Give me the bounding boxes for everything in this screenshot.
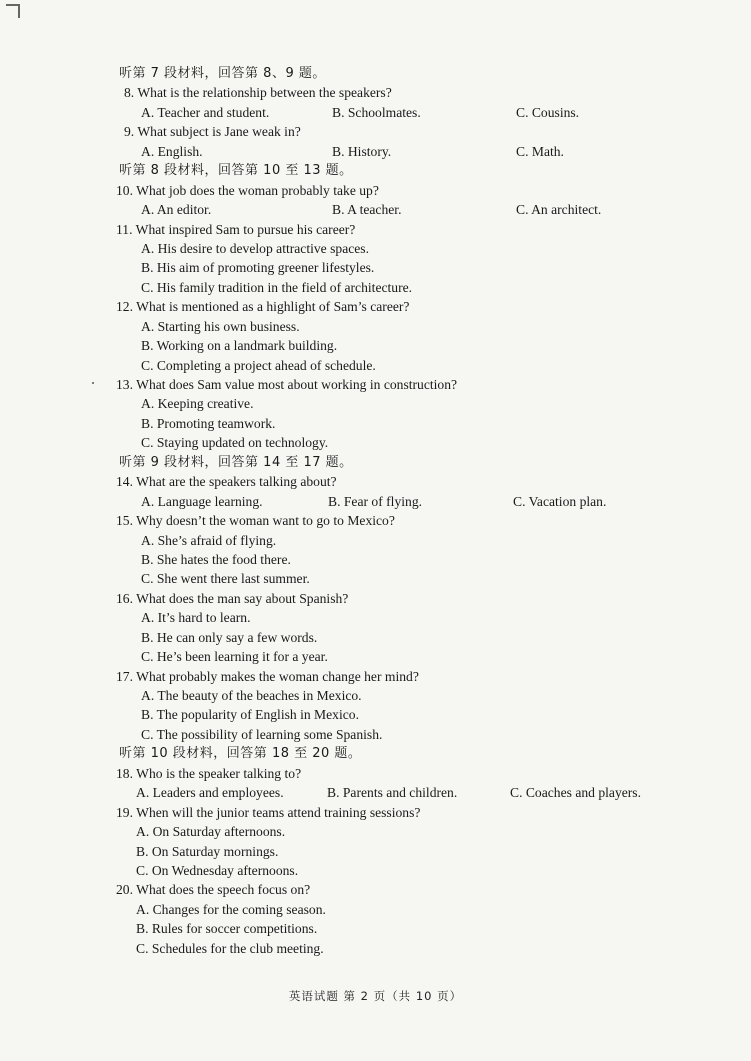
option-a: A. On Saturday afternoons. bbox=[136, 824, 286, 840]
question-11-stem: 11. What inspired Sam to pursue his career? bbox=[116, 221, 356, 237]
page-footer: 英语试题 第 2 页（共 10 页） bbox=[288, 989, 463, 1003]
option-b: B. The popularity of English in Mexico. bbox=[141, 707, 359, 723]
section-10-instruction: 听第 10 段材料，回答第 18 至 20 题。 bbox=[119, 746, 362, 762]
option-a: A. The beauty of the beaches in Mexico. bbox=[141, 688, 362, 703]
option-a: A. English. bbox=[141, 143, 203, 159]
option-c: C. Cousins. bbox=[516, 104, 580, 120]
option-b: B. Rules for soccer competitions. bbox=[136, 921, 318, 937]
option-c: C. She went there last summer. bbox=[141, 571, 310, 587]
question-20-stem: 20. What does the speech focus on? bbox=[116, 882, 311, 898]
option-c: C. The possibility of learning some Spanish. bbox=[141, 726, 383, 742]
question-13-stem: 13. What does Sam value most about working in construction? bbox=[116, 377, 458, 392]
crop-mark bbox=[6, 4, 20, 6]
question-list bbox=[116, 64, 716, 958]
question-8-stem: 8. What is the relationship between the speakers? bbox=[124, 85, 392, 101]
question-8-options bbox=[116, 103, 716, 122]
option-b: B. Schoolmates. bbox=[332, 104, 421, 120]
option-b: B. Working on a landmark building. bbox=[141, 338, 338, 354]
section-7-instruction: 听第 7 段材料，回答第 8、9 题。 bbox=[119, 66, 326, 81]
option-b: B. He can only say a few words. bbox=[141, 629, 318, 645]
option-a: A. Language learning. bbox=[141, 493, 263, 509]
option-c: C. He’s been learning it for a year. bbox=[141, 649, 328, 665]
question-10-stem: 10. What job does the woman probably take up? bbox=[116, 182, 379, 198]
option-b: B. History. bbox=[332, 143, 392, 159]
option-a: A. His desire to develop attractive spaces. bbox=[141, 240, 369, 256]
question-9-stem: 9. What subject is Jane weak in? bbox=[124, 124, 301, 140]
option-c: C. Coaches and players. bbox=[510, 785, 641, 801]
option-b: B. Fear of flying. bbox=[328, 493, 423, 509]
option-b: B. Promoting teamwork. bbox=[141, 415, 276, 431]
option-c: C. Vacation plan. bbox=[513, 493, 607, 509]
question-10-options bbox=[116, 200, 716, 219]
option-c: C. Math. bbox=[516, 143, 564, 159]
option-a: A. Leaders and employees. bbox=[136, 785, 284, 801]
question-12-stem: 12. What is mentioned as a highlight of Sam’s career? bbox=[116, 299, 410, 315]
scan-speck bbox=[92, 382, 94, 384]
option-c: C. Staying updated on technology. bbox=[141, 435, 329, 451]
option-a: A. Starting his own business. bbox=[141, 318, 300, 334]
question-14-options bbox=[116, 492, 716, 511]
question-16-stem: 16. What does the man say about Spanish? bbox=[116, 590, 349, 606]
option-a: A. Keeping creative. bbox=[141, 396, 254, 412]
option-b: B. She hates the food there. bbox=[141, 551, 291, 567]
question-9-options bbox=[116, 142, 716, 161]
option-a: A. Changes for the coming season. bbox=[136, 901, 326, 917]
option-b: B. A teacher. bbox=[332, 202, 402, 218]
option-b: B. Parents and children. bbox=[327, 785, 458, 801]
option-c: C. His family tradition in the field of architecture. bbox=[141, 279, 413, 295]
question-19-stem: 19. When will the junior teams attend training sessions? bbox=[116, 804, 421, 820]
option-c: C. Schedules for the club meeting. bbox=[136, 940, 324, 956]
option-a: A. An editor. bbox=[141, 202, 212, 218]
option-b: B. His aim of promoting greener lifestyles. bbox=[141, 260, 375, 276]
option-c: C. On Wednesday afternoons. bbox=[136, 862, 299, 878]
option-b: B. On Saturday mornings. bbox=[136, 843, 279, 859]
option-a: A. Teacher and student. bbox=[141, 104, 270, 120]
question-18-stem: 18. Who is the speaker talking to? bbox=[116, 765, 302, 781]
question-14-stem: 14. What are the speakers talking about? bbox=[116, 474, 337, 490]
option-c: C. Completing a project ahead of schedule. bbox=[141, 357, 376, 373]
section-9-instruction: 听第 9 段材料，回答第 14 至 17 题。 bbox=[119, 454, 353, 470]
section-8-instruction: 听第 8 段材料，回答第 10 至 13 题。 bbox=[119, 163, 353, 179]
question-17-stem: 17. What probably makes the woman change her mind? bbox=[116, 668, 419, 684]
option-a: A. She’s afraid of flying. bbox=[141, 532, 277, 548]
question-15-stem: 15. Why doesn’t the woman want to go to Mexico? bbox=[116, 513, 395, 529]
option-a: A. It’s hard to learn. bbox=[141, 610, 251, 626]
option-c: C. An architect. bbox=[516, 202, 602, 218]
question-18-options bbox=[116, 783, 716, 802]
